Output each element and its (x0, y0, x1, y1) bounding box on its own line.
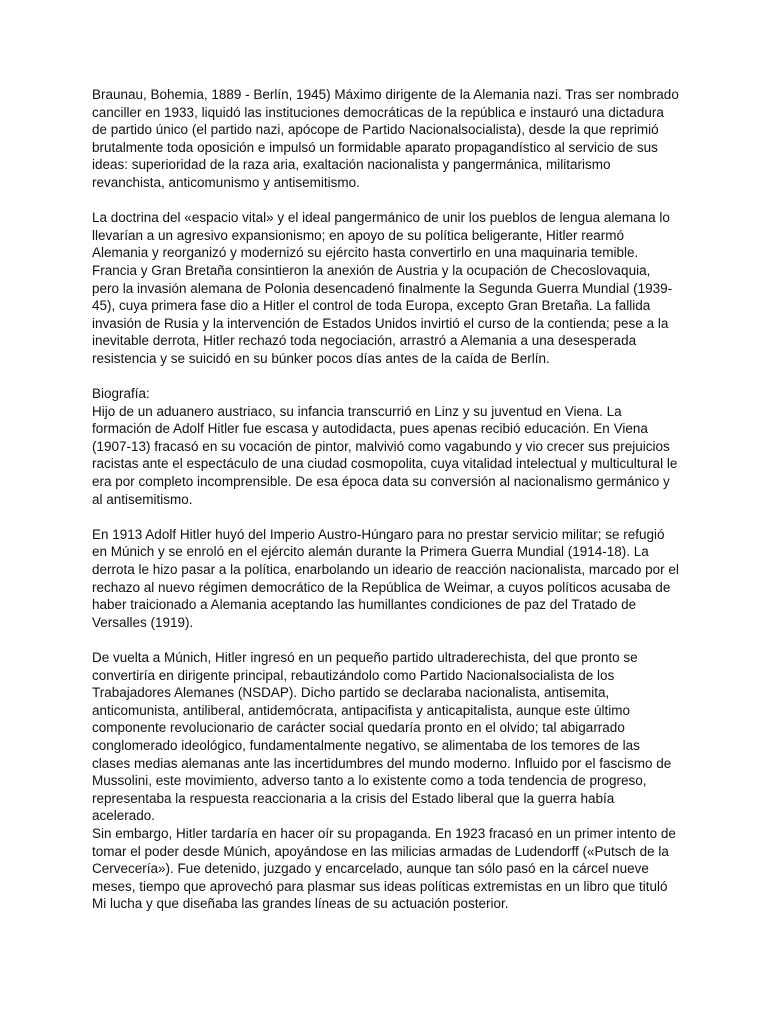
paragraph-espacio-vital: La doctrina del «espacio vital» y el ideal pangermánico de unir los pueblos de lengua alemana lo llevarían a un agresivo expansionismo; en apoyo de su política beligerante, Hitler rearmó Alemania y reorganizó y modernizó su ejército hasta convertirlo en una maquinaria temible. Francia y Gran Bretaña consintieron la anexión de Austria y la ocupación de Checoslovaquia, pero la invasión alemana de Polonia desencadenó finalmente la Segunda Guerra Mundial (1939-45), cuya primera fase dio a Hitler el control de toda Europa, excepto Gran Bretaña. La fallida invasión de Rusia y la intervención de Estados Unidos invirtió el curso de la contienda; pese a la inevitable derrota, Hitler rechazó toda negociación, arrastró a Alemania a una desesperada resistencia y se suicidó en su búnker pocos días antes de la caída de Berlín. (92, 210, 673, 366)
document-body (92, 86, 680, 913)
paragraph-infancia: Hijo de un aduanero austriaco, su infancia transcurrió en Linz y su juventud en Viena. La formación de Adolf Hitler fue escasa y autodidacta, pues apenas recibió educación. En Viena (1907-13) fracasó en su vocación de pintor, malvivió como vagabundo y vio crecer sus prejuicios racistas ante el espectáculo de una ciudad cosmopolita, cuya vitalidad intelectual y multicultural le era por completo incomprensible. De esa época data su conversión al nacionalismo germánico y al antisemitismo. (92, 403, 678, 507)
section-heading-biografia: Biografía: (92, 386, 150, 402)
paragraph-1913: En 1913 Adolf Hitler huyó del Imperio Austro-Húngaro para no prestar servicio militar; se refugió en Múnich y se enroló en el ejército alemán durante la Primera Guerra Mundial (1914-18). La derrota le hizo pasar a la política, enarbolando un ideario de reacción nacionalista, marcado por el rechazo al nuevo régimen democrático de la República de Weimar, a cuyos políticos acusaba de haber traicionado a Alemania aceptando las humillantes condiciones de paz del Tratado de Versalles (1919). (92, 526, 679, 630)
paragraph-munich: De vuelta a Múnich, Hitler ingresó en un pequeño partido ultraderechista, del que pronto se convertiría en dirigente principal, rebautizándolo como Partido Nacionalsocialista de los Trabajadores Alemanes (NSDAP). Dicho partido se declaraba nacionalista, antisemita, anticomunista, antiliberal, antidemócrata, antipacifista y anticapitalista, aunque este último componente revolucionario de carácter social quedaría pronto en el olvido; tal abigarrado conglomerado ideológico, fundamentalmente negativo, se alimentaba de los temores de las clases medias alemanas ante las incertidumbres del mundo moderno. Influido por el fascismo de Mussolini, este movimiento, adverso tanto a lo existente como a toda tendencia de progreso, representaba la respuesta reaccionaria a la crisis del Estado liberal que la guerra había acelerado. (92, 650, 672, 824)
paragraph-intro: Braunau, Bohemia, 1889 - Berlín, 1945) Máximo dirigente de la Alemania nazi. Tras ser nombrado canciller en 1933, liquidó las instituciones democráticas de la república e instauró una dictadura de partido único (el partido nazi, apócope de Partido Nacionalsocialista), desde la que reprimió brutalmente toda oposición e impulsó un formidable aparato propagandístico al servicio de sus ideas: superioridad de la raza aria, exaltación nacionalista y pangermánica, militarismo revanchista, anticomunismo y antisemitismo. (92, 87, 679, 190)
paragraph-putsch: Sin embargo, Hitler tardaría en hacer oír su propaganda. En 1923 fracasó en un primer intento de tomar el poder desde Múnich, apoyándose en las milicias armadas de Ludendorff («Putsch de la Cervecería»). Fue detenido, juzgado y encarcelado, aunque tan sólo pasó en la cárcel nueve meses, tiempo que aprovechó para plasmar sus ideas políticas extremistas en un libro que tituló Mi lucha y que diseñaba las grandes líneas de su actuación posterior. (92, 825, 676, 912)
